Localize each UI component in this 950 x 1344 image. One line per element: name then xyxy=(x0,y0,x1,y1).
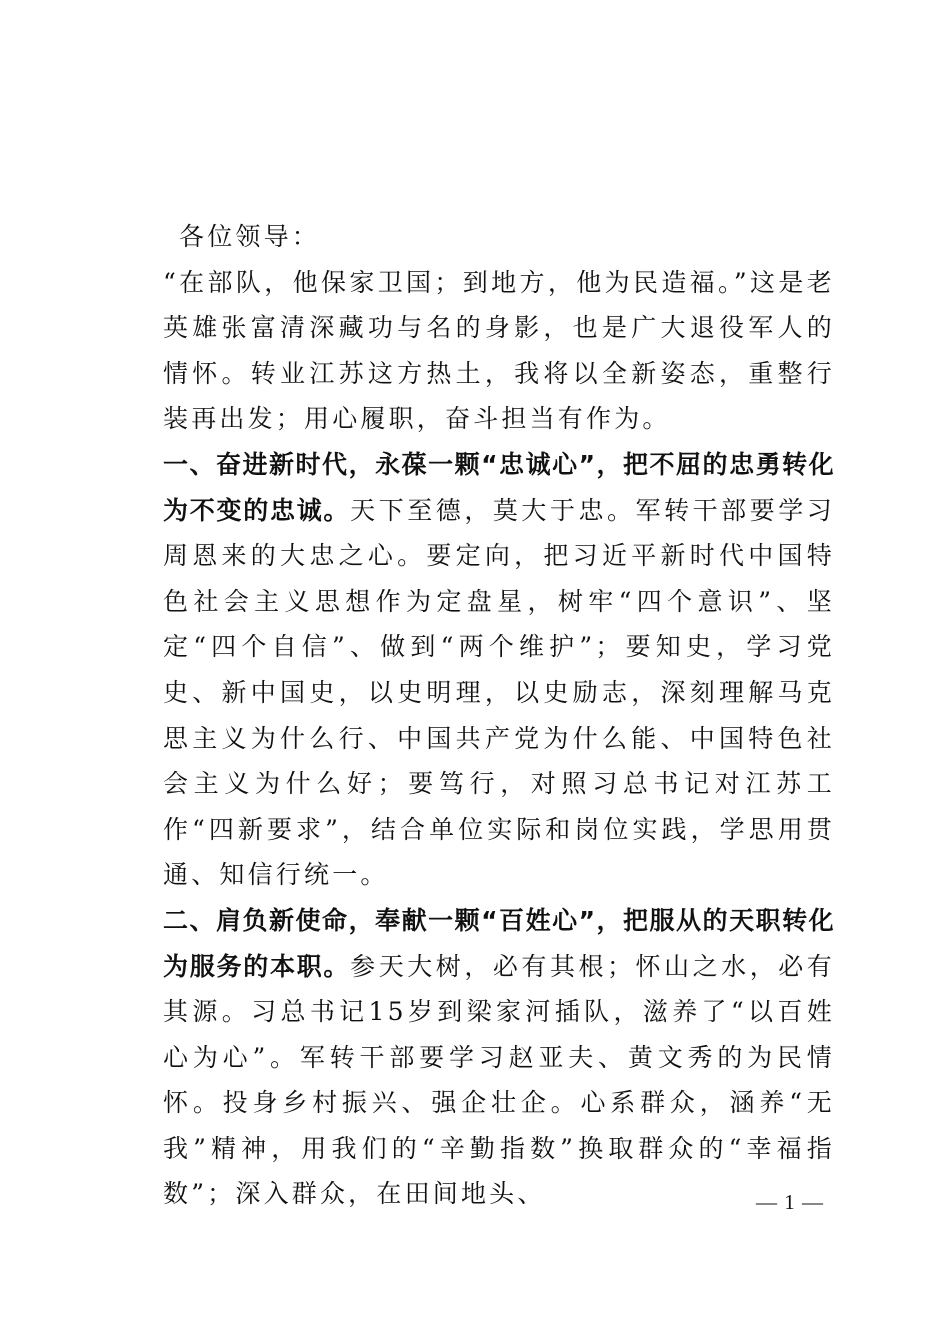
salutation: 各位领导： xyxy=(179,222,321,251)
paragraph-section-one xyxy=(163,442,835,898)
paragraph-text: “在部队，他保家卫国；到地方，他为民造福。”这是老英雄张富清深藏功与名的身影，也是广大退役军人的情怀。转业江苏这方热土，我将以全新姿态，重整行装再出发；用心履职，奋斗担当有作为。 xyxy=(163,267,835,434)
page-number: — 1 — xyxy=(756,1190,824,1214)
section-heading-one: 一、奋进新时代，永葆一颗“忠诚心”，把不屈的忠勇转化为不变的忠诚。 xyxy=(163,449,835,525)
paragraph-intro xyxy=(163,260,835,442)
paragraph-section-two xyxy=(163,898,835,1217)
section-heading-two: 二、肩负新使命，奉献一颗“百姓心”，把服从的天职转化为服务的本职。 xyxy=(163,905,835,981)
document-body xyxy=(163,214,835,1217)
paragraph-text: 天下至德，莫大于忠。军转干部要学习周恩来的大忠之心。要定向，把习近平新时代中国特色社会主义思想作为定盘星，树牢“四个意识”、坚定“四个自信”、做到“两个维护”；要知史，学习党史、新中国史，以史明理，以史励志，深刻理解马克思主义为什么行、中国共产党为什么能、中国特色社会主义为什么好；要笃行，对照习总书记对江苏工作“四新要求”，结合单位实际和岗位实践，学思用贯通、知信行统一。 xyxy=(163,495,835,890)
paragraph-text: 参天大树，必有其根；怀山之水，必有其源。习总书记15岁到梁家河插队，滋养了“以百姓心为心”。军转干部要学习赵亚夫、黄文秀的为民情怀。投身乡村振兴、强企壮企。心系群众，涵养“无我”精神，用我们的“辛勤指数”换取群众的“幸福指数”；深入群众，在田间地头、 xyxy=(163,951,835,1209)
